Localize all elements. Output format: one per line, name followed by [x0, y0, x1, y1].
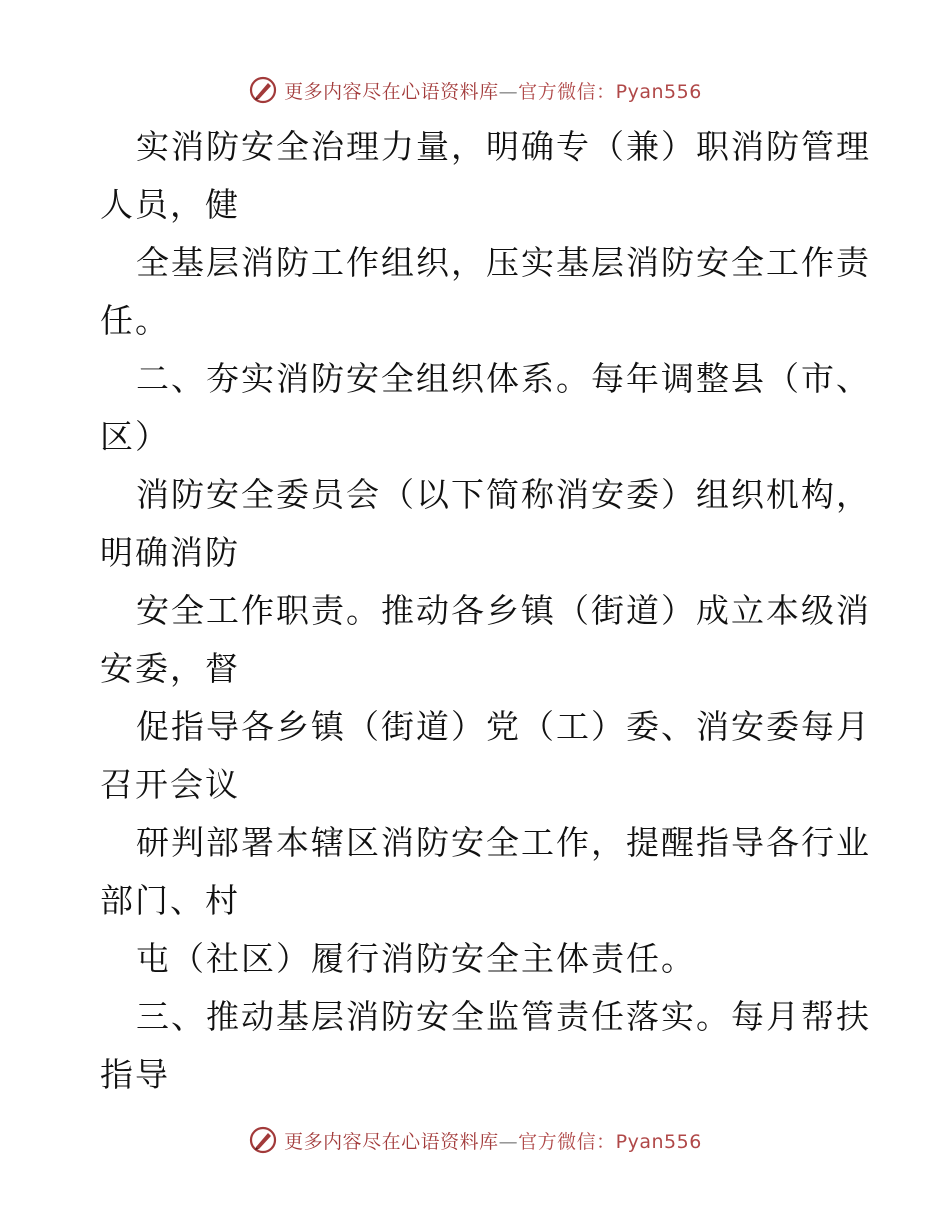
footer-promo — [284, 1127, 702, 1154]
body-line: 促指导各乡镇（街道）党（工）委、消安委每月 — [136, 707, 871, 746]
header-promo — [284, 77, 702, 104]
footer-promo-text: 更多内容尽在心语资料库 — [284, 1130, 499, 1153]
body-line: 实消防安全治理力量，明确专（兼）职消防管理 — [136, 127, 871, 166]
body-line: 研判部署本辖区消防安全工作，提醒指导各行业 — [136, 823, 871, 862]
body-line: 人员，健 — [100, 185, 240, 224]
body-line: 三、推动基层消防安全监管责任落实。每月帮扶 — [136, 997, 871, 1036]
header-wechat: 官方微信：Pyan556 — [518, 80, 702, 103]
body-line: 明确消防 — [100, 533, 240, 572]
header-separator: — — [498, 80, 519, 103]
header-promo-text: 更多内容尽在心语资料库 — [284, 80, 499, 103]
body-line: 安全工作职责。推动各乡镇（街道）成立本级消 — [136, 591, 871, 630]
body-line: 指导 — [100, 1055, 170, 1094]
document-body — [100, 118, 871, 1104]
body-line: 任。 — [100, 301, 170, 340]
body-line: 二、夯实消防安全组织体系。每年调整县（市、 — [136, 359, 871, 398]
body-line: 全基层消防工作组织，压实基层消防安全工作责 — [136, 243, 871, 282]
pen-logo-icon — [248, 75, 278, 105]
footer-banner — [0, 1120, 950, 1160]
pen-logo-icon — [248, 1125, 278, 1155]
body-line: 部门、村 — [100, 881, 240, 920]
body-line: 召开会议 — [100, 765, 240, 804]
footer-wechat: 官方微信：Pyan556 — [518, 1130, 702, 1153]
body-line: 安委，督 — [100, 649, 240, 688]
header-banner — [0, 70, 950, 110]
footer-separator: — — [498, 1130, 519, 1153]
body-line: 屯（社区）履行消防安全主体责任。 — [136, 939, 696, 978]
body-line: 区） — [100, 417, 170, 456]
body-line: 消防安全委员会（以下简称消安委）组织机构， — [136, 475, 871, 514]
